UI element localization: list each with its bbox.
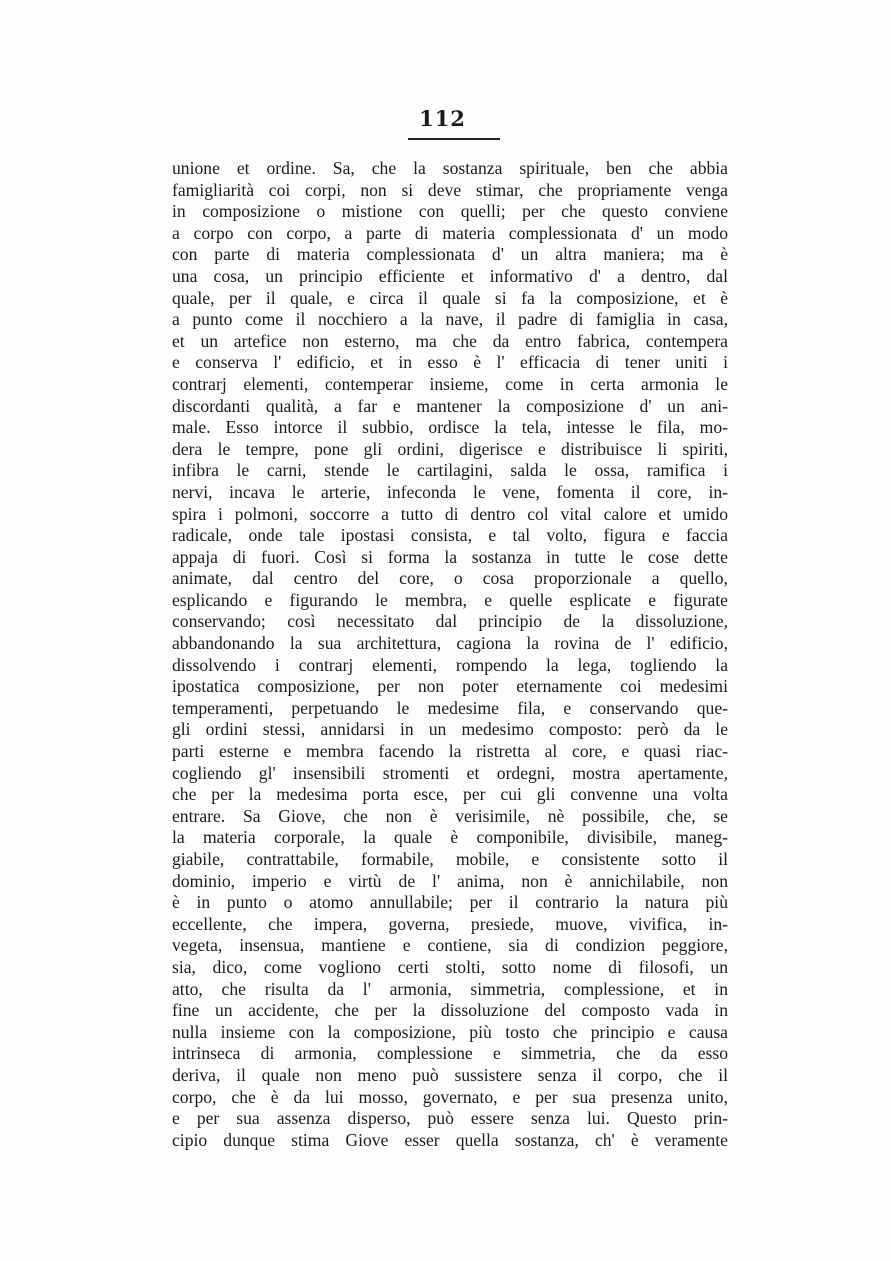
text-line: discordanti qualità, a far e mantener la composizione d' un ani- — [172, 395, 728, 416]
text-line: una cosa, un principio efficiente et informativo d' a dentro, dal — [172, 265, 728, 286]
text-line: e per sua assenza disperso, può essere senza lui. Questo prin- — [172, 1108, 728, 1129]
text-line: temperamenti, perpetuando le medesime fila, e conservando que- — [172, 697, 728, 718]
text-line: deriva, il quale non meno può sussistere senza il corpo, che il — [172, 1064, 728, 1085]
text-line: nervi, incava le arterie, infeconda le vene, fomenta il core, in- — [172, 481, 728, 502]
text-line: in composizione o mistione con quelli; per che questo conviene — [172, 201, 728, 222]
text-line: dominio, imperio e virtù de l' anima, non è annichilabile, non — [172, 870, 728, 891]
text-line: sia, dico, come vogliono certi stolti, sotto nome di filosofi, un — [172, 956, 728, 977]
text-line: che per la medesima porta esce, per cui gli convenne una volta — [172, 784, 728, 805]
text-line: e conserva l' edificio, et in esso è l' efficacia di tener uniti i — [172, 352, 728, 373]
text-line: la materia corporale, la quale è componibile, divisibile, maneg- — [172, 827, 728, 848]
text-line: dera le tempre, pone gli ordini, digerisce e distribuisce li spiriti, — [172, 438, 728, 459]
text-line: è in punto o atomo annullabile; per il contrario la natura più — [172, 892, 728, 913]
text-line: entrare. Sa Giove, che non è verisimile, nè possibile, che, se — [172, 805, 728, 826]
text-line: famigliarità coi corpi, non si deve stimar, che propriamente venga — [172, 179, 728, 200]
text-line: a corpo con corpo, a parte di materia complessionata d' un modo — [172, 222, 728, 243]
text-line: spira i polmoni, soccorre a tutto di dentro col vital calore et umido — [172, 503, 728, 524]
text-line: intrinseca di armonia, complessione e simmetria, che da esso — [172, 1043, 728, 1064]
text-line: eccellente, che impera, governa, presiede, muove, vivifica, in- — [172, 913, 728, 934]
text-line: dissolvendo i contrarj elementi, rompendo la lega, togliendo la — [172, 654, 728, 675]
text-line: vegeta, insensua, mantiene e contiene, sia di condizion peggiore, — [172, 935, 728, 956]
text-line: unione et ordine. Sa, che la sostanza spirituale, ben che abbia — [172, 158, 728, 178]
text-line: gli ordini stessi, annidarsi in un medesimo composto: però da le — [172, 719, 728, 740]
text-line: corpo, che è da lui mosso, governato, e per sua presenza unito, — [172, 1086, 728, 1107]
text-line: fine un accidente, che per la dissoluzione del composto vada in — [172, 1000, 728, 1021]
text-line: conservando; così necessitato dal principio de la dissoluzione, — [172, 611, 728, 632]
text-line: con parte di materia complessionata d' un altra maniera; ma è — [172, 244, 728, 265]
text-line: giabile, contrattabile, formabile, mobile, e consistente sotto il — [172, 849, 728, 869]
text-line: animate, dal centro del core, o cosa proporzionale a quello, — [172, 568, 728, 589]
text-line: a punto come il nocchiero a la nave, il padre di famiglia in casa, — [172, 309, 728, 330]
text-line: abbandonando la sua architettura, cagiona la rovina de l' edificio, — [172, 633, 728, 654]
text-line: atto, che risulta da l' armonia, simmetria, complessione, et in — [172, 978, 728, 999]
text-line: quale, per il quale, e circa il quale si fa la composizione, et è — [172, 287, 728, 308]
text-line: nulla insieme con la composizione, più tosto che principio e causa — [172, 1021, 728, 1042]
text-line: parti esterne e membra facendo la ristretta al core, e quasi riac- — [172, 741, 728, 762]
header-rule — [408, 138, 500, 140]
text-line: male. Esso intorce il subbio, ordisce la tela, intesse le fila, mo- — [172, 417, 728, 438]
page-number: 112 — [419, 106, 466, 131]
text-line: contrarj elementi, contemperar insieme, come in certa armonia le — [172, 373, 728, 394]
text-line: infibra le carni, stende le cartilagini, salda le ossa, ramifica i — [172, 460, 728, 481]
text-line: cipio dunque stima Giove esser quella sostanza, ch' è veramente — [172, 1129, 728, 1150]
text-line: et un artefice non esterno, ma che da entro fabrica, contempera — [172, 330, 728, 351]
body-text — [172, 158, 728, 1151]
text-line: esplicando e figurando le membra, e quelle esplicate e figurate — [172, 589, 728, 610]
text-line: appaja di fuori. Così si forma la sostanza in tutte le cose dette — [172, 546, 728, 567]
text-line: cogliendo gl' insensibili stromenti et ordegni, mostra apertamente, — [172, 762, 728, 783]
text-line: ipostatica composizione, per non poter eternamente coi medesimi — [172, 676, 728, 697]
text-line: radicale, onde tale ipostasi consista, e tal volto, figura e faccia — [172, 525, 728, 546]
